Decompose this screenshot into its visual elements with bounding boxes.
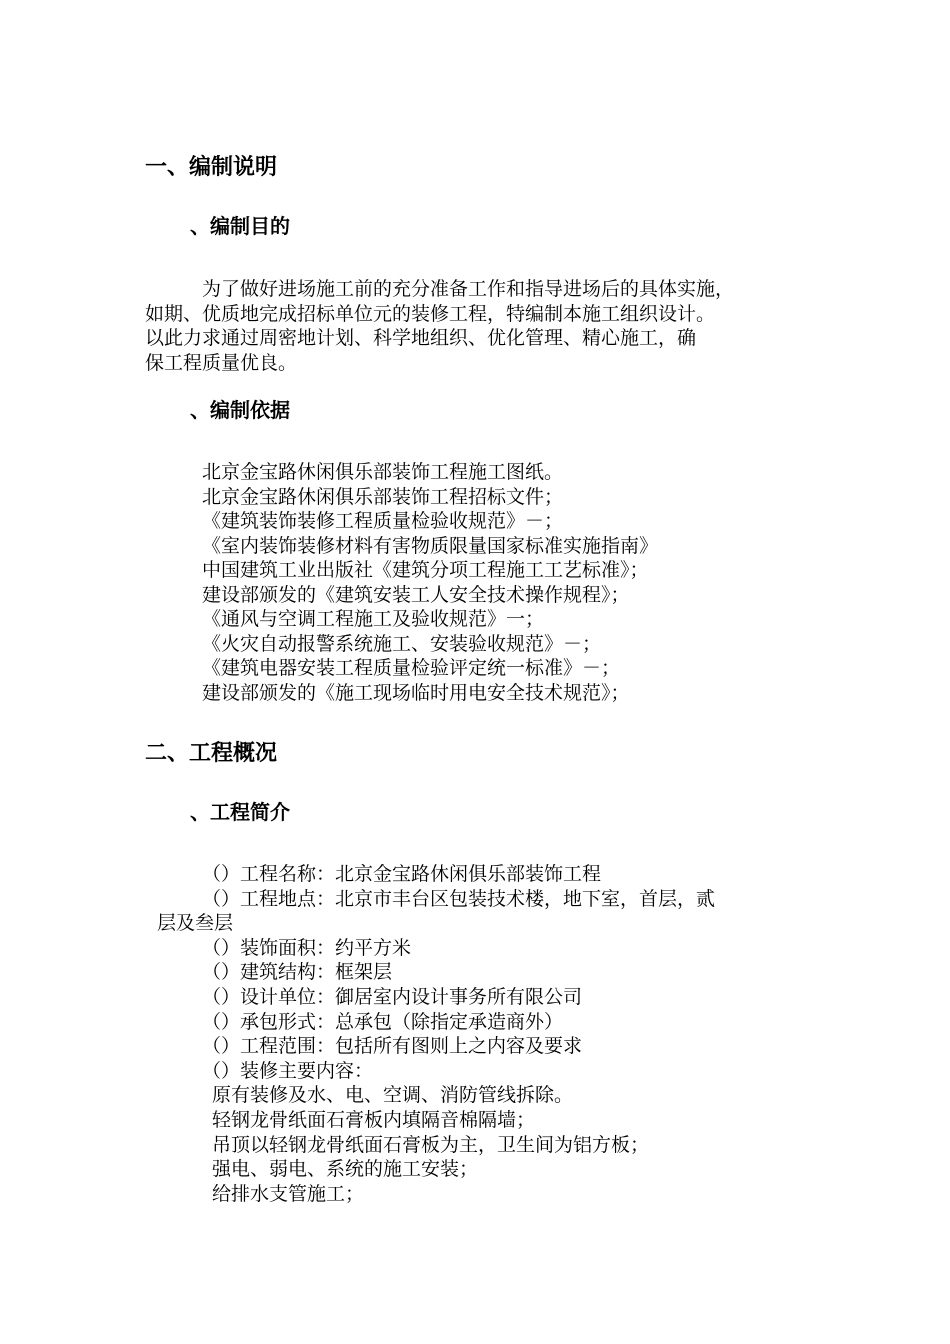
list-item: 中国建筑工业出版社《建筑分项工程施工工艺标准》； [202,559,649,581]
list-item: 北京金宝路休闲俱乐部装饰工程招标文件； [202,485,564,508]
list-item: 《火灾自动报警系统施工、安装验收规范》－； [202,632,602,655]
list-item: （）工程名称：北京金宝路休闲俱乐部装饰工程 [202,863,602,885]
list-item: 建设部颁发的《建筑安装工人安全技术操作规程》； [202,583,630,606]
list-item: 《建筑电器安装工程质量检验评定统一标准》－； [202,657,621,679]
subheading-purpose: 、编制目的 [190,214,290,238]
list-item: （）建筑结构：框架层 [202,961,393,984]
list-item: （）设计单位：御居室内设计事务所有限公司 [202,985,583,1008]
list-item: 建设部颁发的《施工现场临时用电安全技术规范》； [202,681,630,704]
paragraph-line: 如期、优质地完成招标单位元的装修工程，特编制本施工组织设计。 [145,302,716,325]
list-item: （）工程范围：包括所有图则上之内容及要求 [202,1035,583,1058]
list-item: 轻钢龙骨纸面石膏板内填隔音棉隔墙； [212,1108,536,1131]
list-item: 给排水支管施工； [212,1182,365,1205]
list-item: 《室内装饰装修材料有害物质限量国家标准实施指南》 [202,534,659,557]
list-item: 吊顶以轻钢龙骨纸面石膏板为主，卫生间为铝方板； [212,1133,650,1156]
subheading-overview: 、工程简介 [190,800,290,824]
list-item: 《建筑装饰装修工程质量检验收规范》－； [202,510,564,532]
purpose-paragraph [145,277,810,375]
list-item: 原有装修及水、电、空调、消防管线拆除。 [212,1084,574,1107]
basis-list [202,460,658,705]
list-item: 北京金宝路休闲俱乐部装饰工程施工图纸。 [202,461,564,483]
list-item: 强电、弱电、系统的施工安装； [212,1158,479,1181]
list-item: 层及叁层 [157,912,234,935]
section-heading-2: 二、工程概况 [145,741,278,766]
section-heading-1: 一、编制说明 [145,155,278,180]
list-item: （）装饰面积：约平方米 [202,936,412,959]
list-item: （）承包形式：总承包（除指定承造商外） [202,1010,564,1033]
overview-list [145,862,825,1206]
paragraph-line: 以此力求通过周密地计划、科学地组织、优化管理、精心施工，确 [145,327,697,349]
paragraph-line: 为了做好进场施工前的充分准备工作和指导进场后的具体实施， [202,278,735,300]
list-item: （）工程地点：北京市丰台区包装技术楼，地下室，首层，贰 [202,887,716,910]
subheading-basis: 、编制依据 [190,398,290,422]
list-item: 《通风与空调工程施工及验收规范》一； [202,608,545,630]
paragraph-line: 保工程质量优良。 [145,351,298,374]
list-item: （）装修主要内容： [202,1059,374,1082]
